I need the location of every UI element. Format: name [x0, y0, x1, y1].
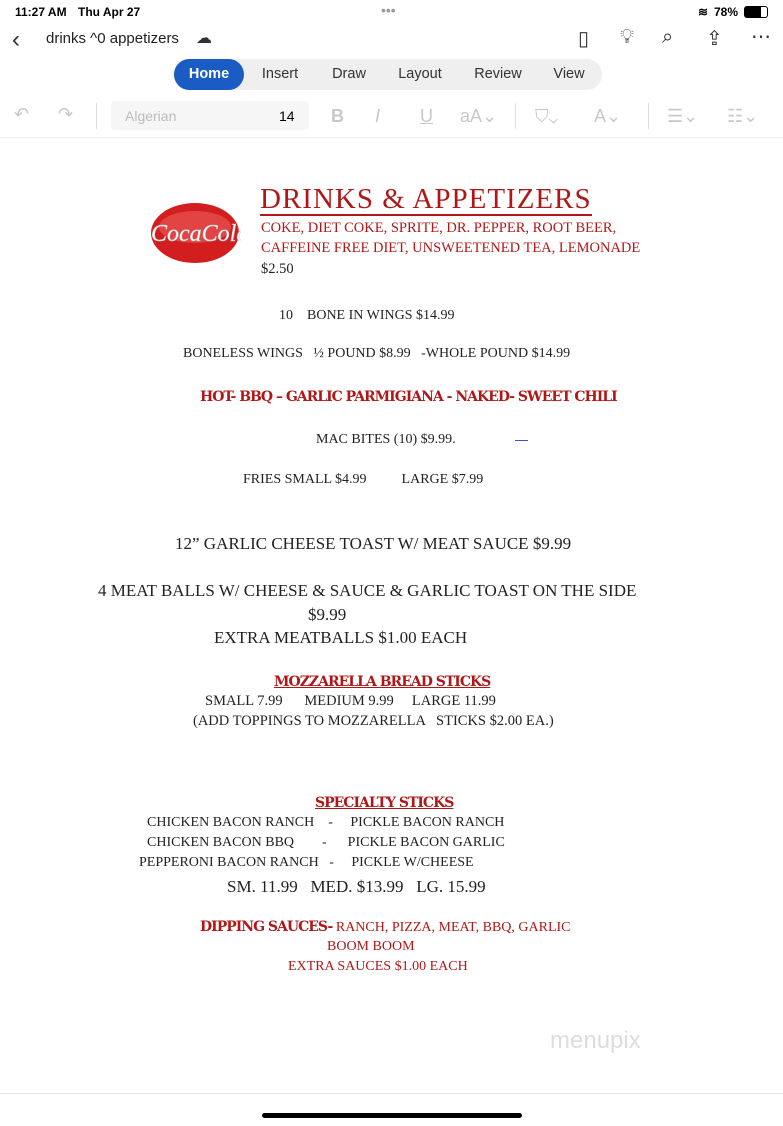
share-icon[interactable]: ⇪ — [706, 28, 723, 50]
meatballs-price: $9.99 — [308, 605, 347, 624]
battery-level: 78% — [714, 5, 739, 19]
extra-meatballs: EXTRA MEATBALLS $1.00 EACH — [214, 628, 468, 647]
watermark: menupix — [550, 1027, 641, 1054]
cursor-mark — [515, 440, 528, 441]
wing-flavors: HOT- BBQ – GARLIC PARMIGIANA - NAKED- SWEET CHILI — [200, 389, 617, 405]
divider — [96, 103, 97, 129]
dipping-line-2: BOOM BOOM — [327, 939, 415, 954]
tab-draw[interactable]: Draw — [332, 66, 366, 82]
coca-cola-logo — [145, 197, 241, 267]
redo-icon[interactable]: ↷ — [58, 104, 74, 124]
specialty-line-3: PEPPERONI BACON RANCH - PICKLE W/CHEESE — [139, 855, 474, 870]
multitasking-dots-icon[interactable]: ••• — [381, 2, 396, 18]
bullets-icon[interactable]: ☰⌄ — [667, 106, 699, 126]
dipping-list: RANCH, PIZZA, MEAT, BBQ, GARLIC — [332, 920, 571, 935]
tab-layout[interactable]: Layout — [398, 66, 442, 82]
specialty-prices: SM. 11.99 MED. $13.99 LG. 15.99 — [227, 877, 486, 896]
back-icon[interactable]: ‹ — [12, 26, 20, 53]
mozzarella-prices: SMALL 7.99 MEDIUM 9.99 LARGE 11.99 — [205, 693, 496, 709]
status-time: 11:27 AM — [15, 5, 67, 19]
tab-view[interactable]: View — [553, 66, 585, 82]
svg-text:CocaCola: CocaCola — [151, 221, 241, 247]
specialty-heading: SPECIALTY STICKS — [315, 795, 454, 811]
italic-icon[interactable]: I — [375, 106, 381, 126]
lightbulb-icon[interactable]: 💡︎ — [620, 26, 634, 48]
drinks-line-2: CAFFEINE FREE DIET, UNSWEETENED TEA, LEMONADE — [261, 240, 641, 256]
menu-title: DRINKS & APPETIZERS — [260, 183, 592, 215]
numbering-icon[interactable]: ☷⌄ — [727, 106, 759, 126]
font-size[interactable]: 14 — [279, 108, 295, 124]
mac-bites: MAC BITES (10) $9.99. — [316, 432, 456, 447]
divider — [648, 103, 649, 129]
status-date: Thu Apr 27 — [78, 5, 141, 19]
dipping-heading: DIPPING SAUCES- — [200, 919, 333, 935]
meatballs-line-1: 4 MEAT BALLS W/ CHEESE & SAUCE & GARLIC TOAST ON THE SIDE — [98, 581, 637, 600]
extra-sauces: EXTRA SAUCES $1.00 EACH — [288, 959, 468, 974]
bold-icon[interactable]: B — [331, 106, 344, 126]
boneless-wings: BONELESS WINGS ½ POUND $8.99 -WHOLE POUND $14.99 — [183, 346, 571, 361]
document-title[interactable]: drinks ^0 appetizers — [46, 30, 179, 47]
wifi-icon: ≋ — [698, 5, 709, 19]
ribbon-tabs — [173, 59, 602, 90]
font-name[interactable]: Algerian — [125, 108, 177, 124]
text-case-icon[interactable]: aA⌄ — [460, 106, 498, 126]
dipping-sauces — [200, 919, 571, 936]
home-indicator[interactable] — [262, 1113, 522, 1118]
more-icon[interactable]: ⋯ — [751, 26, 771, 48]
drinks-price: $2.50 — [261, 261, 294, 277]
specialty-line-2: CHICKEN BACON BBQ - PICKLE BACON GARLIC — [147, 835, 505, 850]
mobile-view-icon[interactable]: ▯ — [578, 28, 590, 50]
underline-icon[interactable]: U — [420, 106, 433, 126]
mozzarella-heading: MOZZARELLA BREAD STICKS — [274, 674, 491, 690]
cloud-saved-icon[interactable]: ☁ — [196, 30, 212, 47]
garlic-cheese-toast: 12” GARLIC CHEESE TOAST W/ MEAT SAUCE $9.99 — [175, 534, 572, 553]
mozzarella-note: (ADD TOPPINGS TO MOZZARELLA STICKS $2.00 EA.) — [193, 713, 554, 729]
tab-insert[interactable]: Insert — [261, 66, 299, 82]
divider — [0, 1093, 783, 1094]
search-icon[interactable]: ⌕ — [662, 26, 674, 48]
tab-home[interactable]: Home — [174, 59, 244, 90]
divider — [515, 103, 516, 129]
font-color-icon[interactable]: A⌄ — [594, 106, 622, 126]
undo-icon[interactable]: ↶ — [14, 104, 30, 124]
bone-in-wings: 10 BONE IN WINGS $14.99 — [279, 308, 455, 323]
tab-review[interactable]: Review — [474, 66, 522, 82]
specialty-line-1: CHICKEN BACON RANCH - PICKLE BACON RANCH — [147, 815, 505, 830]
drinks-line-1: COKE, DIET COKE, SPRITE, DR. PEPPER, ROOT BEER, — [261, 220, 617, 236]
highlight-icon[interactable]: ⛉⌄ — [535, 106, 559, 126]
fries: FRIES SMALL $4.99 LARGE $7.99 — [243, 472, 484, 487]
divider — [0, 137, 783, 138]
battery-icon — [744, 6, 768, 18]
